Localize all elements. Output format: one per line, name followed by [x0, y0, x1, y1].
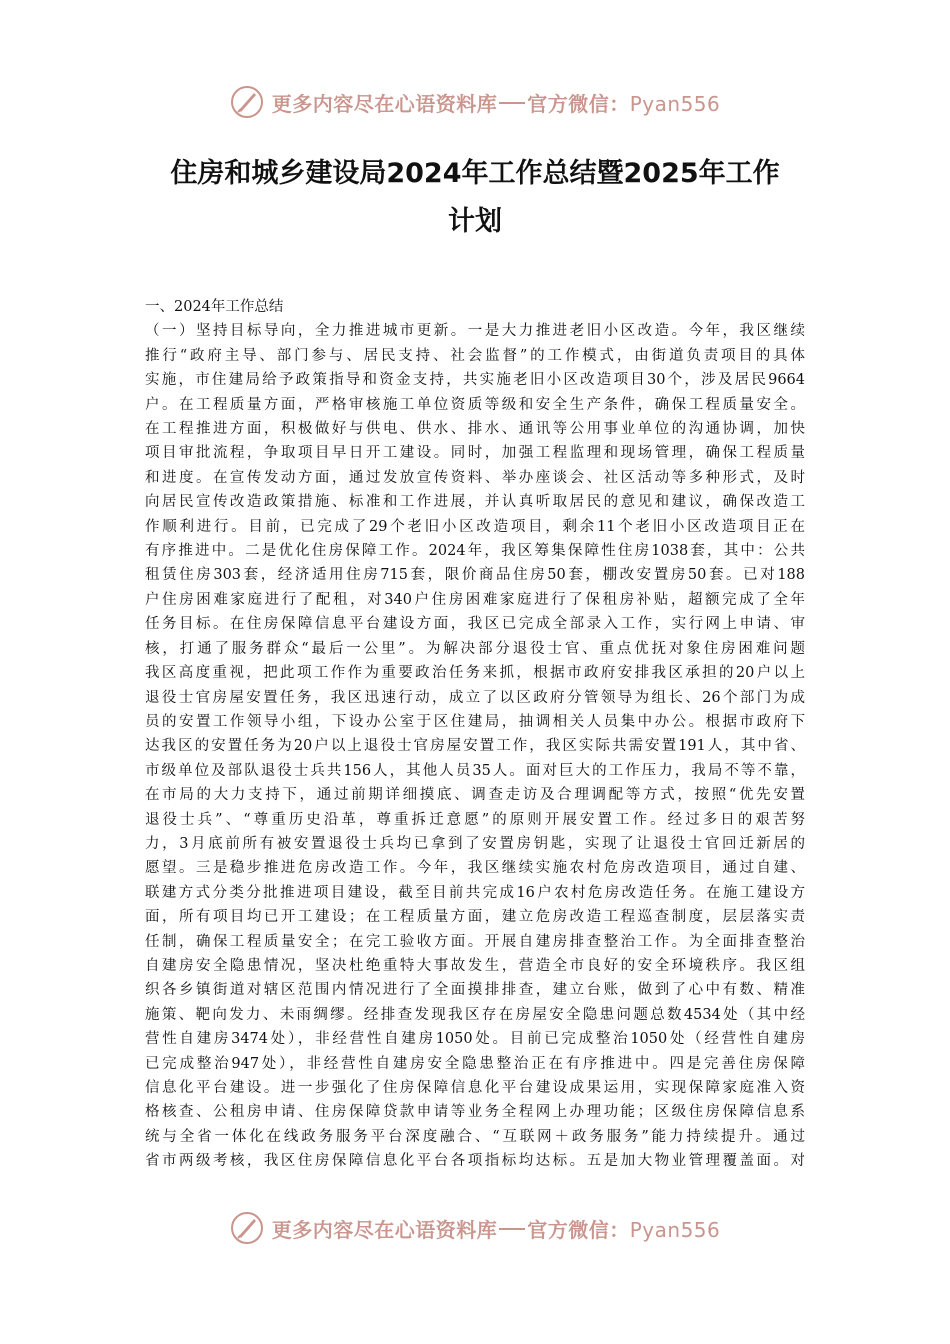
body-line: 已完成整治947处），非经营性自建房安全隐患整治正在有序推进中。四是完善住房保障: [145, 1055, 805, 1072]
body-line: 施策、靶向发力、未雨绸缪。经排查发现我区存在房屋安全隐患问题总数4534处（其中经: [145, 1006, 805, 1023]
body-line: 任务目标。在住房保障信息平台建设方面，我区已完成全部录入工作，实行网上申请、审: [145, 616, 805, 633]
body-line: 格核查、公租房申请、住房保障贷款申请等业务全程网上办理功能；区级住房保障信息系: [145, 1104, 805, 1121]
title-line: 住房和城乡建设局2024年工作总结暨2025年工作: [170, 158, 780, 189]
body-line: 租赁住房303套，经济适用住房715套，限价商品住房50套，棚改安置房50套。已对188: [145, 567, 805, 584]
body-line: 有序推进中。二是优化住房保障工作。2024年，我区筹集保障性住房1038套，其中：公共: [145, 543, 805, 560]
watermark-text: 更多内容尽在心语资料库 官方微信：Pyan556: [271, 1217, 721, 1242]
body-line: 退役士官房屋安置任务，我区迅速行动，成立了以区政府分管领导为组长、26个部门为成: [145, 689, 805, 706]
watermark-banner-bottom: [0, 1208, 950, 1248]
watermark-banner-top: [0, 82, 950, 122]
body-line: 营性自建房3474处），非经营性自建房1050处。目前已完成整治1050处（经营性自建房: [145, 1031, 805, 1048]
body-line: 退役士兵”、“尊重历史沿革，尊重拆迁意愿”的原则开展安置工作。经过多日的艰苦努: [145, 811, 805, 828]
body-line: 推行“政府主导、部门参与、居民支持、社会监督”的工作模式，由街道负责项目的具体: [145, 347, 805, 364]
body-line: 作顺利进行。目前，已完成了29个老旧小区改造项目，剩余11个老旧小区改造项目正在: [145, 518, 805, 535]
body-line: 自建房安全隐患情况，坚决杜绝重特大事故发生，营造全市良好的安全环境秩序。我区组: [145, 957, 805, 974]
body-line: 项目审批流程，争取项目早日开工建设。同时，加强工程监理和现场管理，确保工程质量: [145, 445, 805, 462]
watermark-text: 更多内容尽在心语资料库 官方微信：Pyan556: [271, 91, 721, 116]
section-heading: 一、2024年工作总结: [145, 299, 284, 315]
quill-logo-icon: [230, 85, 264, 119]
body-line: 信息化平台建设。进一步强化了住房保障信息化平台建设成果运用，实现保障家庭准入资: [145, 1080, 805, 1096]
body-text: [145, 319, 805, 1173]
quill-logo-icon: [230, 1211, 264, 1245]
body-line: 核，打通了服务群众“最后一公里”。为解决部分退役士官、重点优抚对象住房困难问题: [145, 640, 805, 657]
body-line: 愿望。三是稳步推进危房改造工作。今年，我区继续实施农村危房改造项目，通过自建、: [145, 860, 805, 877]
document-body: [145, 295, 805, 1174]
body-line: 织各乡镇街道对辖区范围内情况进行了全面摸排排查，建立台账，做到了心中有数、精准: [145, 982, 805, 999]
body-line: 向居民宣传改造政策措施、标准和工作进展，并认真听取居民的意见和建议，确保改造工: [145, 494, 805, 511]
body-line: 统与全省一体化在线政务服务平台深度融合、“互联网＋政务服务”能力持续提升。通过: [145, 1128, 805, 1145]
body-line: 力，3月底前所有被安置退役士兵均已拿到了安置房钥匙，实现了让退役士官回迁新居的: [145, 835, 805, 852]
body-line: 实施，市住建局给予政策指导和资金支持，共实施老旧小区改造项目30个，涉及居民9664: [145, 372, 805, 389]
body-line: 在工程推进方面，积极做好与供电、供水、排水、通讯等公用事业单位的沟通协调，加快: [145, 421, 805, 438]
body-line: 在市局的大力支持下，通过前期详细摸底、调查走访及合理调配等方式，按照“优先安置: [145, 787, 805, 804]
title-line: 计划: [448, 206, 502, 237]
body-line: 达我区的安置任务为20户以上退役士官房屋安置工作，我区实际共需安置191人，其中省、: [145, 738, 805, 755]
body-line: 面，所有项目均已开工建设；在工程质量方面，建立危房改造工程巡查制度，层层落实责: [145, 909, 805, 926]
document-title: [130, 150, 820, 246]
body-line: 任制，确保工程质量安全；在完工验收方面。开展自建房排查整治工作。为全面排查整治: [145, 933, 805, 950]
body-line: 市级单位及部队退役士兵共156人，其他人员35人。面对巨大的工作压力，我局不等不靠，: [145, 762, 805, 779]
body-line: 户。在工程质量方面，严格审核施工单位资质等级和安全生产条件，确保工程质量安全。: [145, 396, 805, 413]
body-line: 员的安置工作领导小组，下设办公室于区住建局，抽调相关人员集中办公。根据市政府下: [145, 713, 805, 730]
body-line: 联建方式分类分批推进项目建设，截至目前共完成16户农村危房改造任务。在施工建设方: [145, 884, 805, 901]
body-line: 我区高度重视，把此项工作作为重要政治任务来抓，根据市政府安排我区承担的20户以上: [145, 665, 805, 682]
body-line: 户住房困难家庭进行了配租，对340户住房困难家庭进行了保租房补贴，超额完成了全年: [145, 591, 805, 608]
body-line: 省市两级考核，我区住房保障信息化平台各项指标均达标。五是加大物业管理覆盖面。对: [145, 1153, 805, 1170]
body-line: （一）坚持目标导向，全力推进城市更新。一是大力推进老旧小区改造。今年，我区继续: [145, 323, 805, 340]
body-line: 和进度。在宣传发动方面，通过发放宣传资料、举办座谈会、社区活动等多种形式，及时: [145, 469, 805, 486]
